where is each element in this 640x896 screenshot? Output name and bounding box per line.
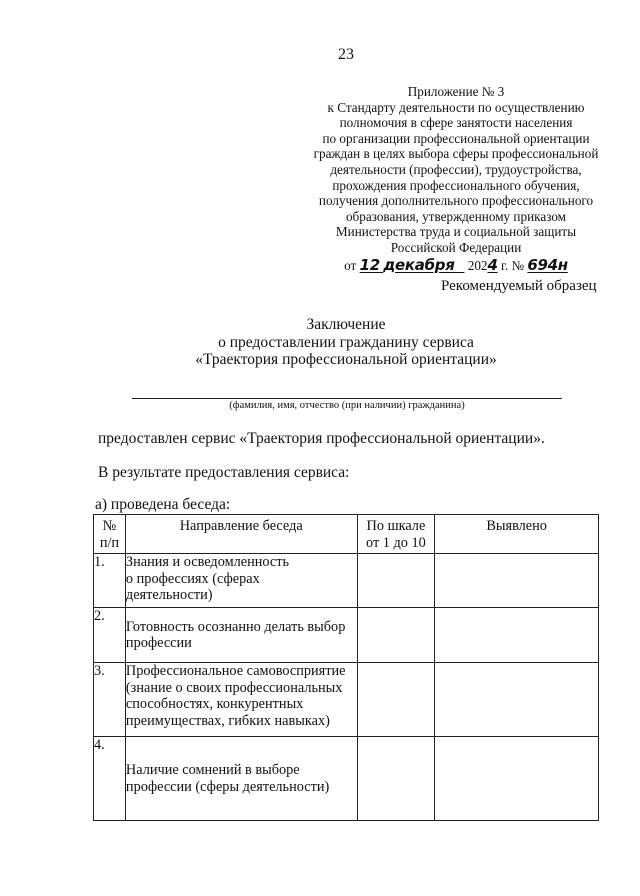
- header-num: [94, 515, 126, 554]
- appendix-line: деятельности (профессии), трудоустройства,: [330, 161, 582, 177]
- table-row: [94, 608, 599, 663]
- row-direction-line: Готовность осознанно делать выбор: [125, 618, 346, 635]
- title-line-1: Заключение: [306, 316, 386, 333]
- row-found-cell[interactable]: [435, 737, 599, 821]
- row-direction-line: преимуществах, гибких навыках): [125, 712, 330, 729]
- order-year-prefix: 202: [467, 257, 488, 273]
- header-direction: Направление беседа: [125, 515, 357, 554]
- order-line: [300, 255, 612, 274]
- header-scale-line: от 1 до 10: [366, 534, 426, 551]
- row-scale-cell[interactable]: [357, 663, 435, 737]
- header-num-line: п/п: [99, 534, 120, 551]
- appendix-line: по организации профессиональной ориентации: [322, 130, 590, 146]
- appendix-line: прохождения профессионального обучения,: [332, 177, 580, 193]
- order-day: 12: [359, 255, 380, 274]
- title-line-2: о предоставлении гражданину сервиса: [218, 333, 474, 351]
- row-direction-line: деятельности): [125, 587, 213, 603]
- appendix-line: Министерства труда и социальной защиты: [335, 224, 577, 240]
- table-row: [94, 554, 599, 608]
- row-direction: [125, 608, 357, 663]
- row-found-cell[interactable]: [435, 663, 599, 737]
- order-g: г. №: [500, 257, 525, 273]
- appendix-line: получения дополнительного профессионального: [318, 193, 594, 209]
- appendix-header: [300, 84, 612, 273]
- header-num-line: №: [102, 518, 117, 534]
- appendix-line: граждан в целях выбора сферы профессиональной: [313, 146, 599, 162]
- appendix-line: Российской Федерации: [390, 239, 522, 255]
- service-provided-text: предоставлен сервис «Траектория профессиональной ориентации».: [98, 430, 545, 447]
- row-scale-cell[interactable]: [357, 737, 435, 821]
- conversation-table: [93, 514, 599, 821]
- row-direction-line: (знание о своих профессиональных: [125, 679, 343, 696]
- header-scale-line: По шкале: [366, 518, 426, 534]
- result-intro-text: В результате предоставления сервиса:: [98, 464, 350, 481]
- row-num: 2.: [94, 608, 126, 663]
- row-scale-cell[interactable]: [357, 608, 435, 663]
- header-scale: [357, 515, 435, 554]
- recommended-sample: Рекомендуемый образец: [441, 278, 597, 294]
- order-month: декабря: [383, 255, 455, 274]
- row-direction: [125, 554, 357, 608]
- row-direction-line: Профессиональное самовосприятие: [125, 663, 346, 679]
- row-direction-line: о профессиях (сферах: [125, 570, 260, 587]
- row-direction: [125, 663, 357, 737]
- title-line-3: «Траектория профессиональной ориентации»: [195, 351, 497, 368]
- table-row: [94, 663, 599, 737]
- row-direction-line: профессии: [125, 635, 192, 651]
- row-found-cell[interactable]: [435, 554, 599, 608]
- row-scale-cell[interactable]: [357, 554, 435, 608]
- appendix-line: образования, утвержденному приказом: [345, 208, 567, 224]
- citizen-name-caption: (фамилия, имя, отчество (при наличии) гражданина): [229, 400, 465, 411]
- order-number: 694н: [527, 255, 568, 274]
- row-direction-line: профессии (сферы деятельности): [125, 778, 330, 795]
- table-row: [94, 737, 599, 821]
- order-prefix: от: [344, 257, 357, 273]
- citizen-name-line: [132, 398, 562, 399]
- appendix-line: к Стандарту деятельности по осуществлению: [327, 99, 585, 115]
- conversation-heading: а) проведена беседа:: [95, 496, 231, 513]
- row-num: 3.: [94, 663, 126, 737]
- row-direction: [125, 737, 357, 821]
- document-title: [190, 316, 502, 369]
- order-year-suffix: 4: [487, 255, 498, 274]
- page-number: 23: [338, 46, 354, 63]
- row-num: 1.: [94, 554, 126, 608]
- row-num: 4.: [94, 737, 126, 821]
- header-found: Выявлено: [435, 515, 599, 554]
- row-direction-line: способностях, конкурентных: [125, 696, 304, 712]
- table-header-row: [94, 515, 599, 554]
- appendix-line: Приложение № 3: [407, 84, 505, 99]
- appendix-line: полномочия в сфере занятости населения: [339, 115, 573, 131]
- row-direction-line: Наличие сомнений в выборе: [125, 762, 300, 778]
- order-date: [359, 255, 465, 274]
- row-direction-line: Знания и осведомленность: [125, 554, 290, 570]
- row-found-cell[interactable]: [435, 608, 599, 663]
